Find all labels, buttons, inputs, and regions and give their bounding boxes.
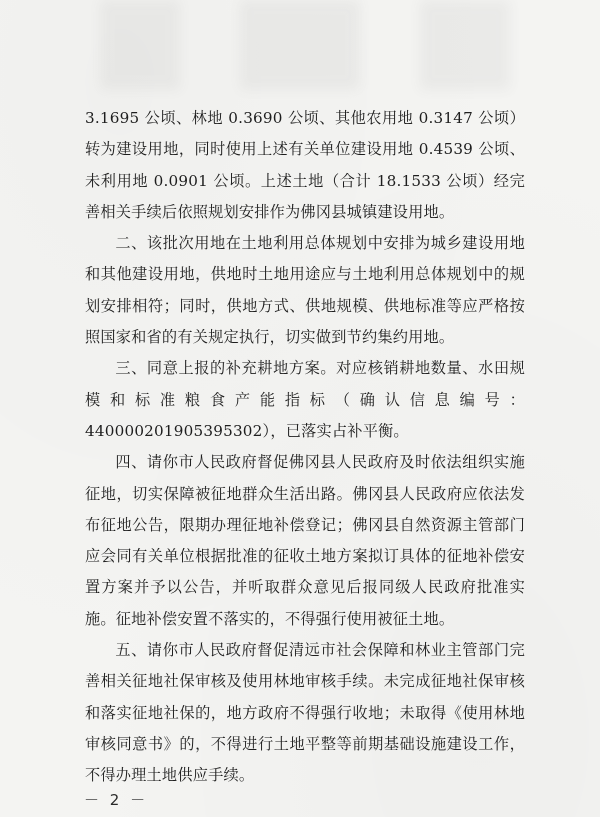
paragraph-item-4: 四、请你市人民政府督促佛冈县人民政府及时依法组织实施征地，切实保障被征地群众生活出路。佛冈县人民政府应依法发布征地公告，限期办理征地补偿登记；佛冈县自然资源主管部门应会同有关单位根据批准的征收土地方案拟订具体的征地补偿安置方案并予以公告，并听取群众意见后报同级人民政府批准实施。征地补偿安置不落实的，不得强行使用被征土地。 <box>85 453 525 628</box>
paragraph-continuation: 3.1695 公顷、林地 0.3690 公顷、其他农用地 0.3147 公顷）转为建设用地，同时使用上述有关单位建设用地 0.4539 公顷、未利用地 0.0901 公顷。上述土地（合计 18.1533 公顷）经完善相关手续后依照规划安排作为佛冈县城镇建设用地。 <box>85 109 525 221</box>
paragraph-item-3: 三、同意上报的补充耕地方案。对应核销耕地数量、水田规模和标准粮食产能指标（确认信息编号：440000201905395302），已落实占补平衡。 <box>85 359 525 440</box>
document-body <box>85 103 525 792</box>
page-number: － 2 － <box>84 791 149 809</box>
paragraph-item-2: 二、该批次用地在土地利用总体规划中安排为城乡建设用地和其他建设用地，供地时土地用途应与土地利用总体规划中的规划安排相符；同时，供地方式、供地规模、供地标准等应严格按照国家和省的有关规定执行，切实做到节约集约用地。 <box>85 234 525 347</box>
paragraph-item-5: 五、请你市人民政府督促清远市社会保障和林业主管部门完善相关征地社保审核及使用林地审核手续。未完成征地社保审核和落实征地社保的，地方政府不得强行收地；未取得《使用林地审核同意书》的，不得进行土地平整等前期基础设施建设工作，不得办理土地供应手续。 <box>85 641 525 785</box>
show-through-artifact <box>60 0 560 90</box>
